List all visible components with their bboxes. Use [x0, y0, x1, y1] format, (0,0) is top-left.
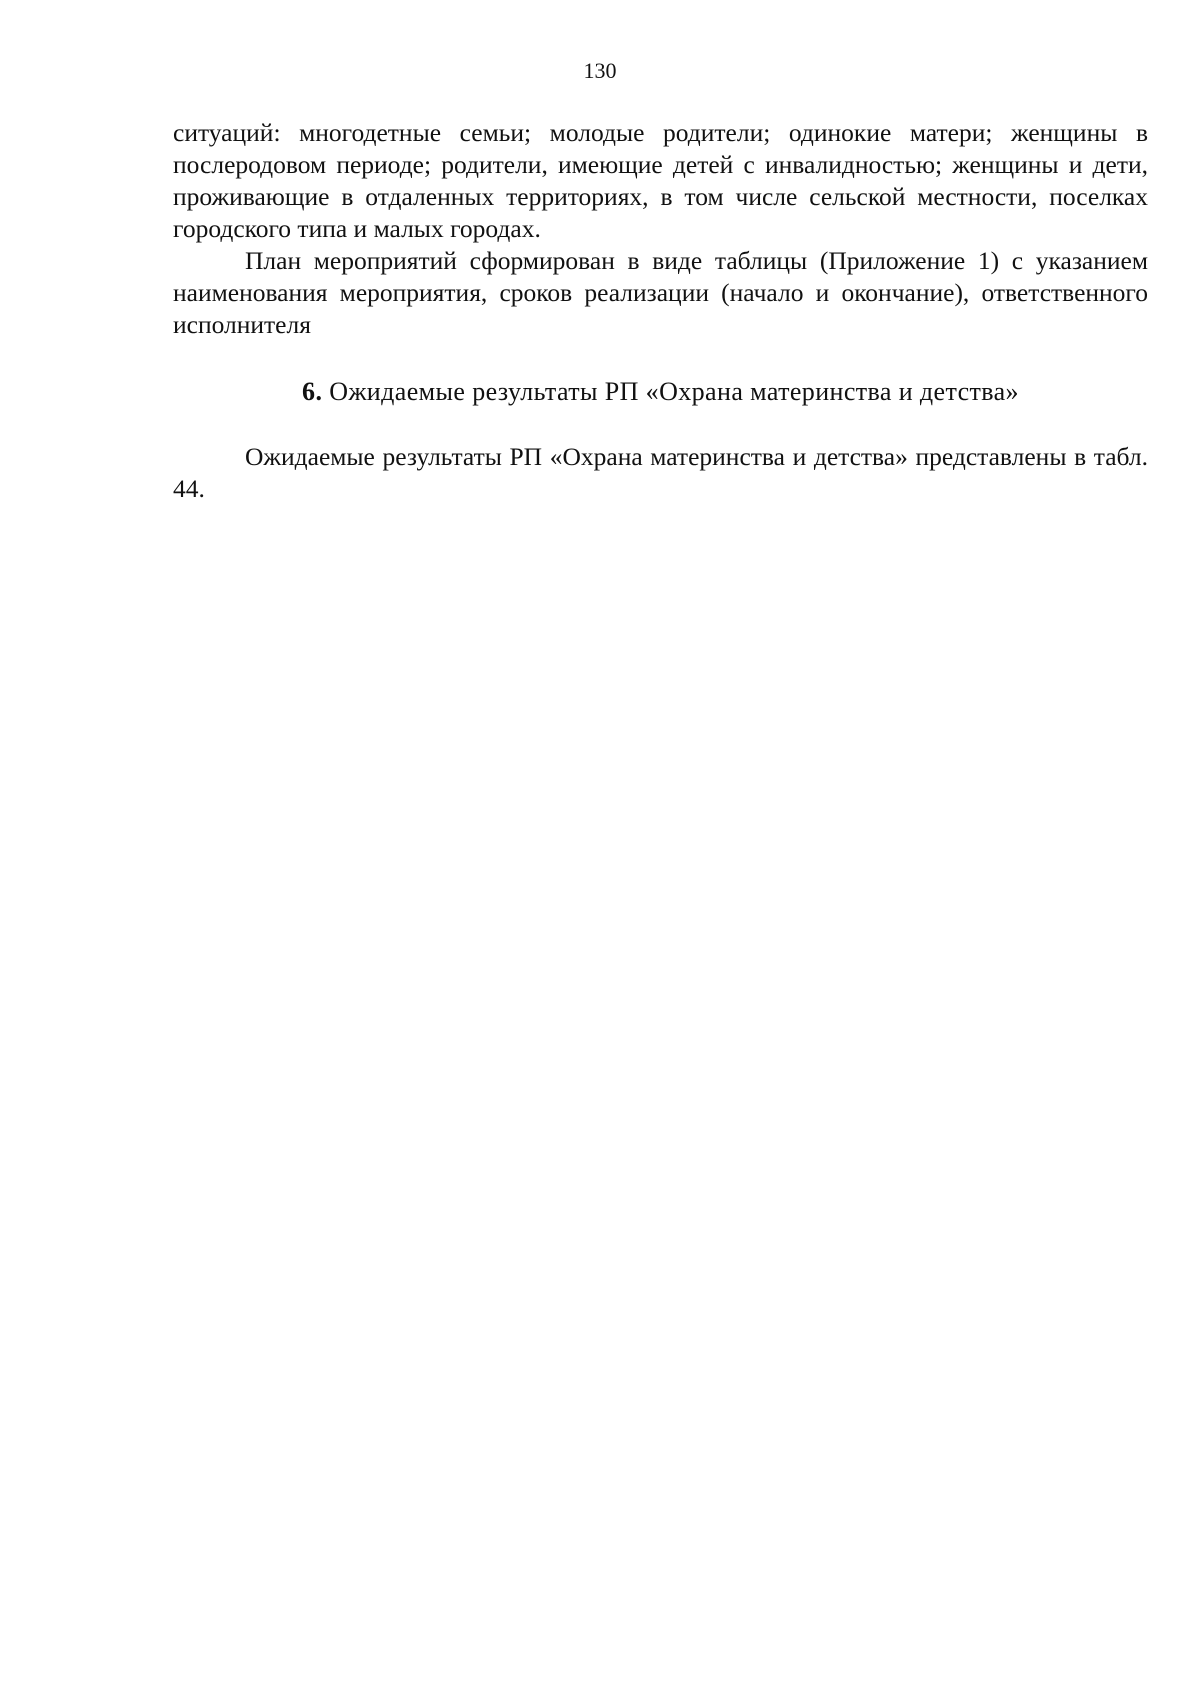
paragraph-results: Ожидаемые результаты РП «Охрана материнства и детства» представлены в табл. 44. — [173, 442, 1148, 503]
page-number: 130 — [583, 58, 617, 83]
section-number: 6. — [302, 377, 323, 406]
section-title: Ожидаемые результаты РП «Охрана материнства и детства» — [329, 377, 1019, 406]
paragraph-situations: ситуаций: многодетные семьи; молодые родители; одинокие матери; женщины в послеродовом периоде; родители, имеющие детей с инвалидностью; женщины и дети, проживающие в отдаленных территориях, в том числе сельской местности, поселках городского типа и малых городах. — [173, 118, 1148, 243]
paragraph-plan: План мероприятий сформирован в виде таблицы (Приложение 1) с указанием наименования мероприятия, сроков реализации (начало и окончание), ответственного исполнителя — [173, 246, 1148, 339]
section-heading — [173, 376, 1148, 408]
